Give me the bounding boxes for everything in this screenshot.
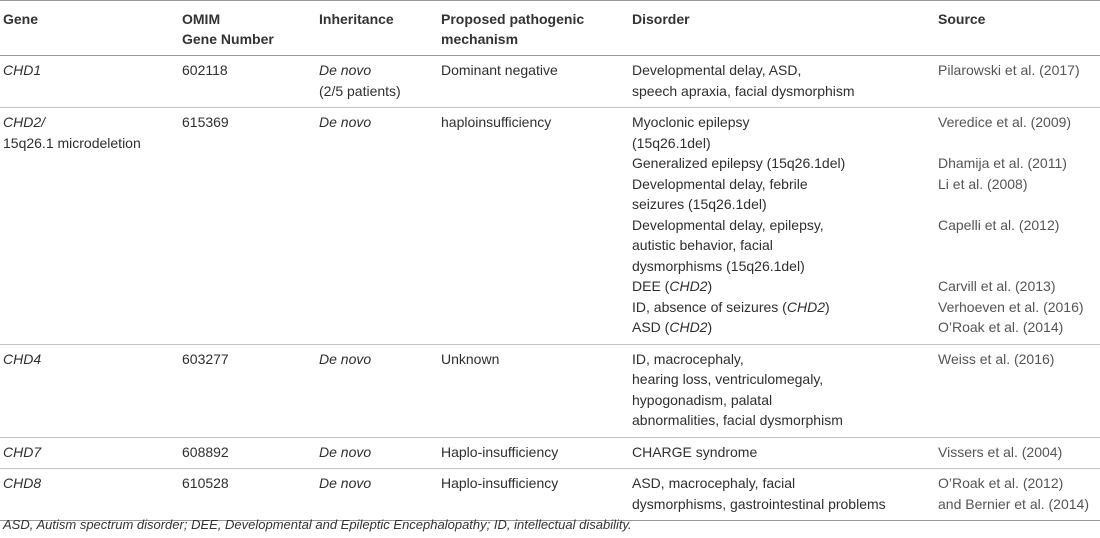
header-source: Source bbox=[938, 11, 986, 27]
disorder-line: dysmorphisms (15q26.1del) bbox=[632, 257, 805, 274]
disorder-line: ASD, macrocephaly, facial bbox=[632, 475, 796, 491]
inheritance-cell bbox=[316, 437, 438, 469]
disorder-line: Developmental delay, febrile bbox=[632, 175, 808, 192]
header-disorder: Disorder bbox=[632, 11, 690, 27]
source-line: and Bernier et al. (2014) bbox=[938, 495, 1089, 512]
disorder-text: ID, absence of seizures ( bbox=[632, 298, 787, 315]
gene-cell bbox=[0, 344, 179, 437]
source-cell bbox=[935, 56, 1100, 108]
gene-name: CHD4 bbox=[3, 350, 42, 367]
gene-name: CHD1 bbox=[3, 62, 42, 78]
disorder-line: Myoclonic epilepsy bbox=[632, 114, 750, 130]
source-line: Capelli et al. (2012) bbox=[938, 216, 1060, 233]
mechanism-cell: Haplo-insufficiency bbox=[441, 443, 559, 460]
header-gene: Gene bbox=[3, 11, 39, 27]
inheritance-text: De novo bbox=[319, 62, 372, 78]
disorder-text: ASD ( bbox=[632, 319, 670, 335]
disorder-cell bbox=[629, 108, 935, 345]
disorder-cell bbox=[629, 344, 935, 437]
disorder-line: seizures (15q26.1del) bbox=[632, 196, 767, 212]
table-footnote: ASD, Autism spectrum disorder; DEE, Developmental and Epileptic Encephalopathy; ID, intellectual disability. bbox=[3, 517, 632, 532]
disorder-text: DEE ( bbox=[632, 278, 670, 294]
header-mechanism bbox=[438, 1, 629, 56]
disorder-gene: CHD2 bbox=[786, 298, 825, 315]
source-line: Verhoeven et al. (2016) bbox=[938, 298, 1084, 315]
gene-cell bbox=[0, 108, 179, 345]
disorder-line bbox=[632, 297, 935, 318]
disorder-line: hearing loss, ventriculomegaly, bbox=[632, 371, 824, 387]
disorder-gene: CHD2 bbox=[669, 278, 708, 294]
disorder-cell bbox=[629, 56, 935, 108]
source-line: Li et al. (2008) bbox=[938, 175, 1028, 192]
inheritance-text: De novo bbox=[319, 114, 372, 130]
source-line bbox=[938, 235, 1100, 256]
table-row bbox=[0, 469, 1100, 521]
source-line bbox=[938, 256, 1100, 277]
source-cell bbox=[935, 469, 1100, 521]
inheritance-cell bbox=[316, 344, 438, 437]
source-line: Dhamija et al. (2011) bbox=[938, 155, 1067, 171]
disorder-line: speech apraxia, facial dysmorphism bbox=[632, 82, 855, 99]
table-row bbox=[0, 437, 1100, 469]
disorder-line: Developmental delay, epilepsy, bbox=[632, 216, 824, 233]
mechanism-cell: Unknown bbox=[441, 350, 500, 367]
inheritance-text: De novo bbox=[319, 443, 372, 460]
omim-cell: 602118 bbox=[182, 62, 228, 78]
disorder-line: autistic behavior, facial bbox=[632, 237, 773, 253]
disorder-line: Generalized epilepsy (15q26.1del) bbox=[632, 155, 846, 171]
inheritance-text: De novo bbox=[319, 475, 372, 491]
gene-cell bbox=[0, 56, 179, 108]
disorder-line: dysmorphisms, gastrointestinal problems bbox=[632, 495, 886, 512]
source-cell bbox=[935, 108, 1100, 345]
disorder-line: CHARGE syndrome bbox=[632, 443, 758, 460]
disorder-line: abnormalities, facial dysmorphism bbox=[632, 412, 843, 428]
mechanism-cell: Dominant negative bbox=[441, 62, 558, 78]
header-omim-line: Gene Number bbox=[182, 31, 274, 47]
source-cell bbox=[935, 344, 1100, 437]
header-mechanism-line: mechanism bbox=[441, 31, 519, 47]
disorder-line bbox=[632, 276, 935, 297]
inheritance-note: (2/5 patients) bbox=[319, 82, 401, 99]
disorder-line: (15q26.1del) bbox=[632, 134, 711, 151]
disorder-line bbox=[632, 317, 935, 338]
table-header bbox=[0, 1, 1100, 56]
table-row bbox=[0, 56, 1100, 108]
table-body bbox=[0, 56, 1100, 521]
header-mechanism-line: Proposed pathogenic bbox=[441, 11, 585, 27]
header-omim-line: OMIM bbox=[182, 11, 221, 27]
gene-name: CHD7 bbox=[3, 443, 42, 460]
mechanism-cell: Haplo-insufficiency bbox=[441, 475, 559, 491]
table-row bbox=[0, 108, 1100, 345]
source-line bbox=[938, 133, 1100, 154]
gene-name: CHD2/ bbox=[3, 114, 46, 130]
gene-cell bbox=[0, 469, 179, 521]
omim-cell: 608892 bbox=[182, 443, 229, 460]
inheritance-cell bbox=[316, 56, 438, 108]
source-line: O’Roak et al. (2014) bbox=[938, 319, 1064, 335]
inheritance-text: De novo bbox=[319, 350, 372, 367]
disorder-cell bbox=[629, 469, 935, 521]
disorder-line: Developmental delay, ASD, bbox=[632, 62, 802, 78]
header-row bbox=[0, 1, 1100, 56]
header-omim bbox=[179, 1, 316, 56]
source-line: Veredice et al. (2009) bbox=[938, 114, 1072, 130]
disorder-cell bbox=[629, 437, 935, 469]
disorder-text: ) bbox=[707, 278, 713, 294]
disorder-line: hypogonadism, palatal bbox=[632, 391, 773, 408]
omim-cell: 603277 bbox=[182, 350, 229, 367]
mechanism-cell: haploinsufficiency bbox=[441, 114, 552, 130]
disorder-gene: CHD2 bbox=[669, 319, 708, 335]
source-line bbox=[938, 194, 1100, 215]
source-line: Pilarowski et al. (2017) bbox=[938, 62, 1080, 78]
source-line: O’Roak et al. (2012) bbox=[938, 475, 1064, 491]
source-line: Weiss et al. (2016) bbox=[938, 350, 1055, 367]
disorder-line: ID, macrocephaly, bbox=[632, 350, 744, 367]
source-line: Vissers et al. (2004) bbox=[938, 443, 1063, 460]
gene-name-detail: 15q26.1 microdeletion bbox=[3, 134, 141, 151]
source-line: Carvill et al. (2013) bbox=[938, 278, 1056, 294]
table-row bbox=[0, 344, 1100, 437]
omim-cell: 610528 bbox=[182, 475, 229, 491]
gene-cell bbox=[0, 437, 179, 469]
inheritance-cell bbox=[316, 469, 438, 521]
source-cell bbox=[935, 437, 1100, 469]
omim-cell: 615369 bbox=[182, 114, 229, 130]
gene-name: CHD8 bbox=[3, 475, 42, 491]
header-inheritance: Inheritance bbox=[319, 11, 394, 27]
disorder-text: ) bbox=[824, 298, 830, 315]
disorder-text: ) bbox=[707, 319, 713, 335]
inheritance-cell bbox=[316, 108, 438, 345]
